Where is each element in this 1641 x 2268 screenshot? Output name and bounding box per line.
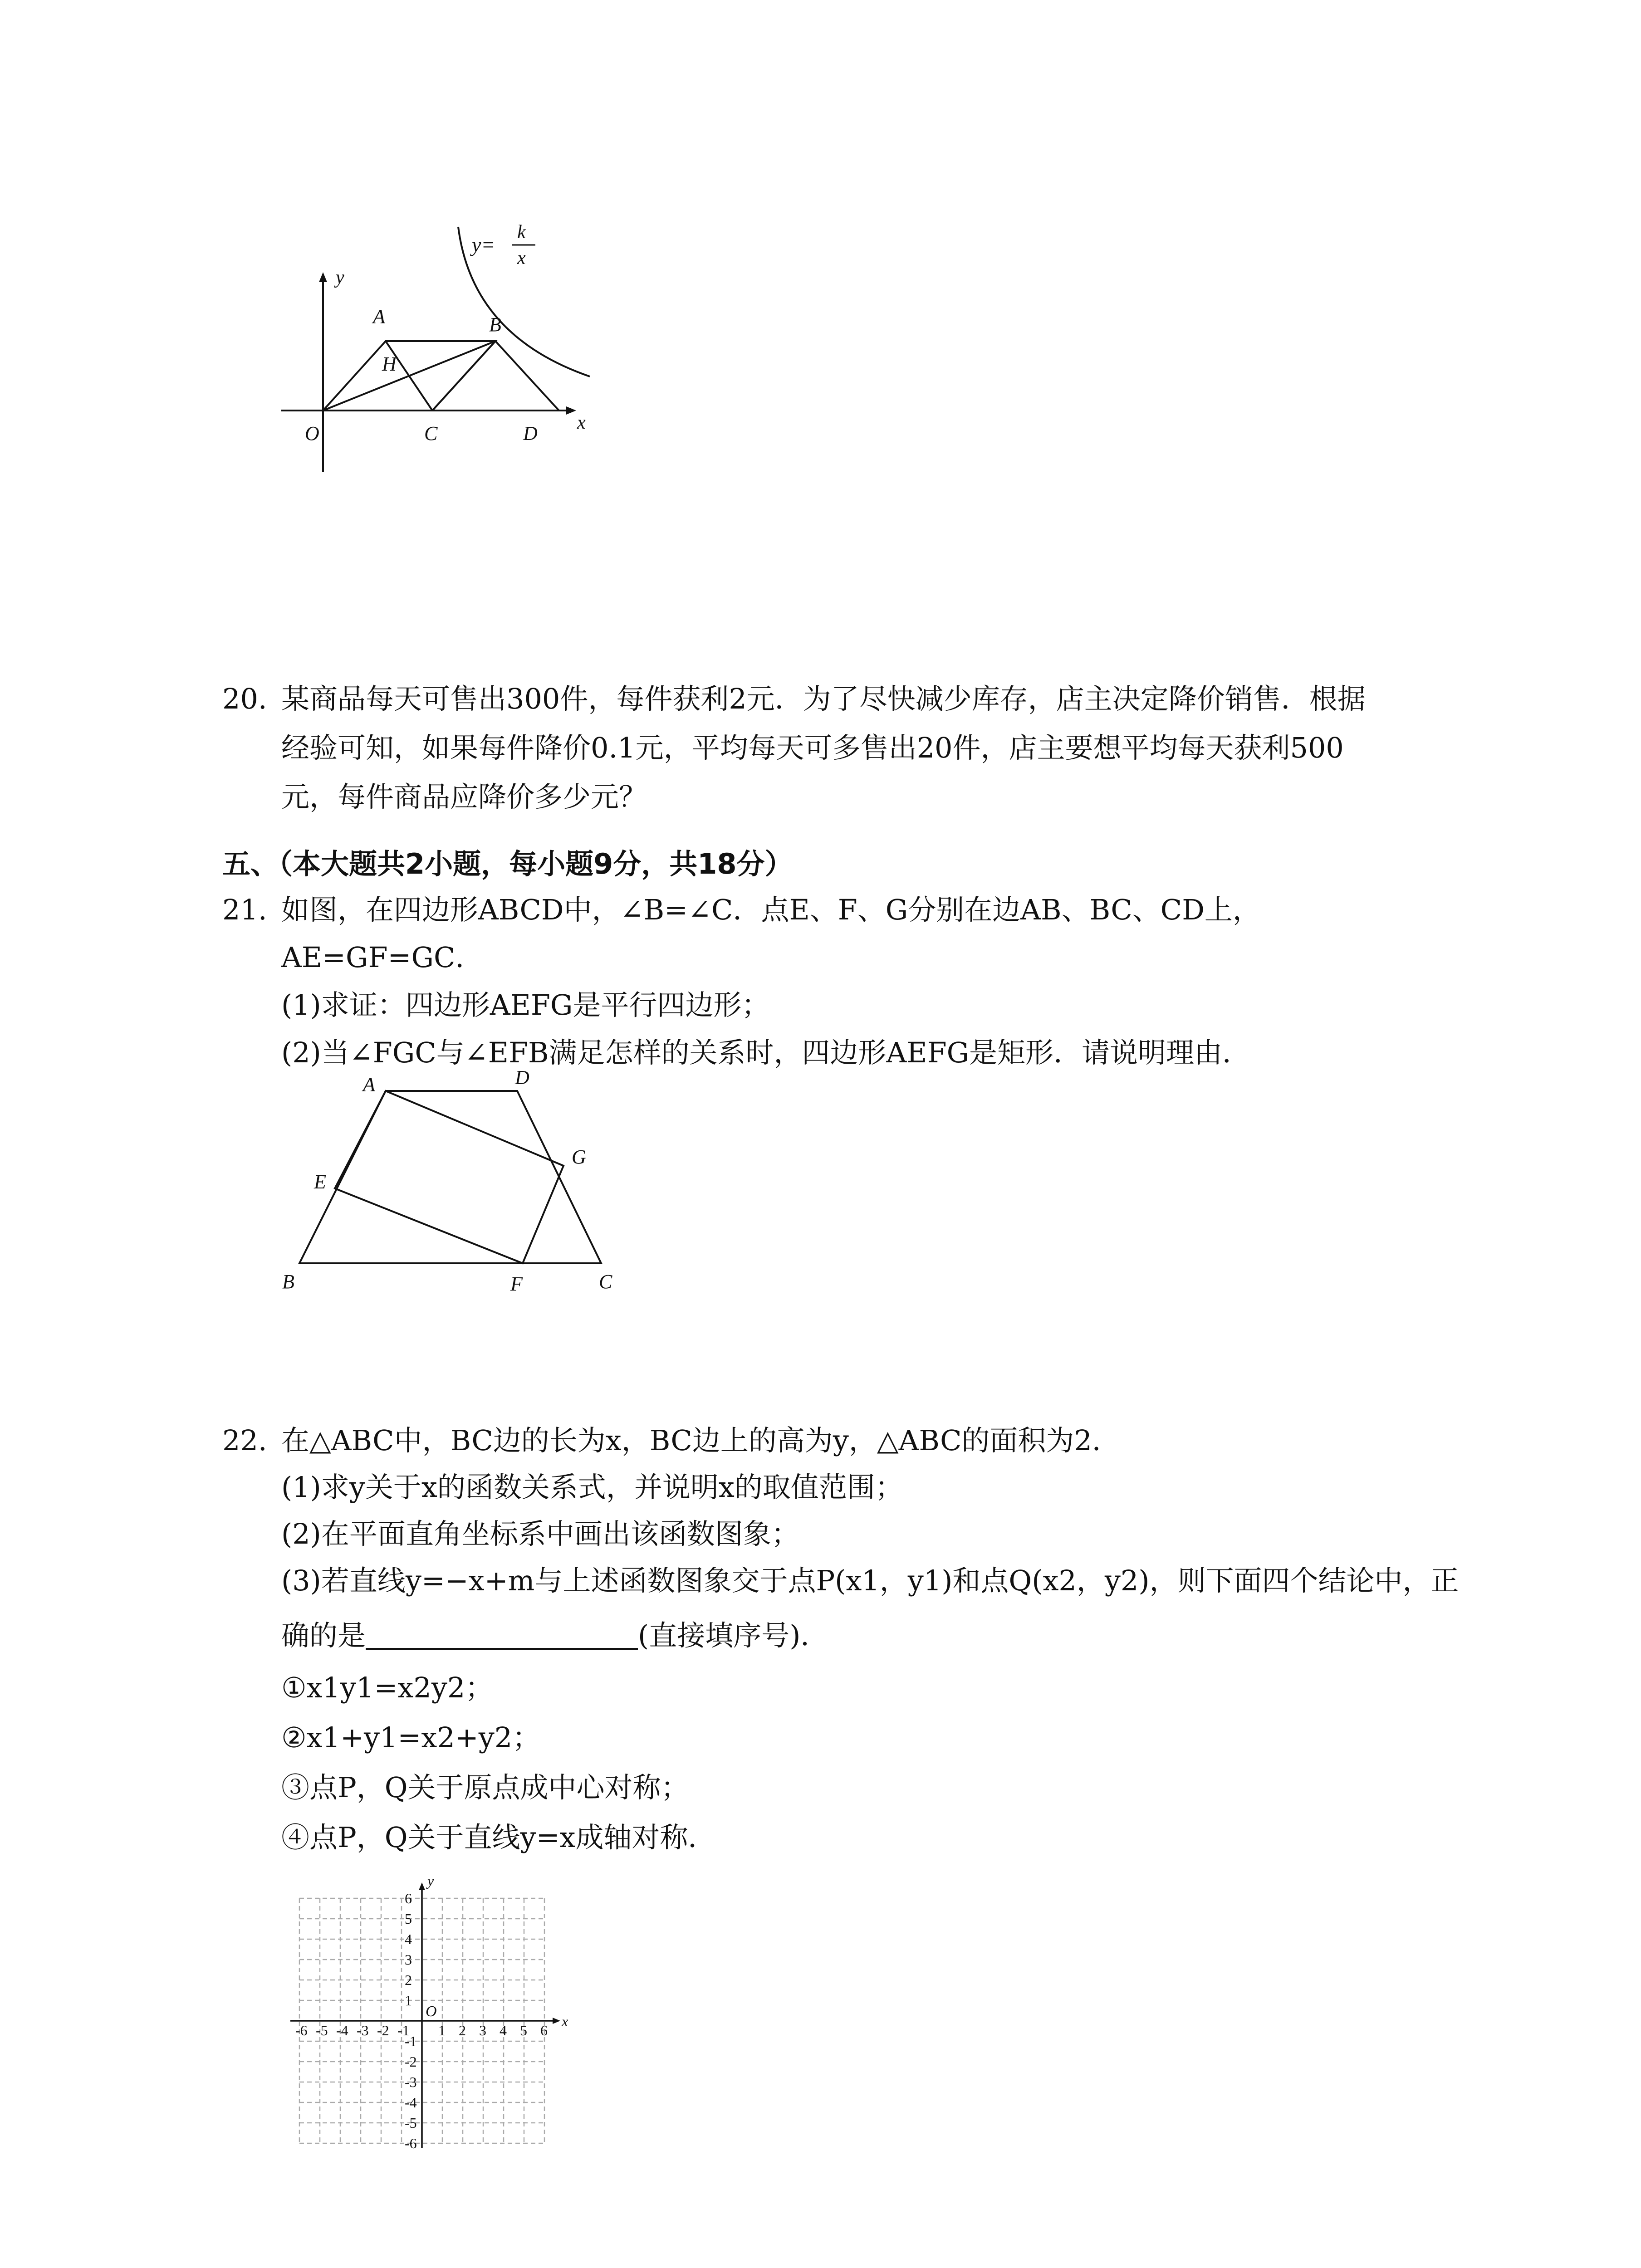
label-A: A: [373, 305, 385, 327]
eq-prefix: y=: [472, 233, 495, 256]
quadrilateral-ABCD: [299, 1091, 601, 1263]
q21-line-1: 如图，在四边形ABCD中，∠B=∠C．点E、F、G分别在边AB、BC、CD上，: [281, 893, 1261, 926]
answer-suffix: (直接填序号)．: [638, 1619, 829, 1652]
x-axis-label: x: [562, 2013, 568, 2029]
x-tick-label: 5: [520, 2022, 527, 2038]
label-y: y: [336, 267, 344, 288]
label-D: D: [523, 422, 538, 445]
q22-line-4: (3)若直线y=−x+m与上述函数图象交于点P(x1，y1)和点Q(x2，y2)，则下面四个结论中，正: [281, 1564, 1459, 1597]
q21-line-4: (2)当∠FGC与∠EFB满足怎样的关系时，四边形AEFG是矩形．请说明理由．: [281, 1036, 1251, 1069]
q20-line-2: 经验可知，如果每件降价0.1元，平均每天可多售出20件，店主要想平均每天获利500: [281, 731, 1344, 764]
q20-number: 20.: [222, 682, 267, 715]
q20-line-1: 某商品每天可售出300件，每件获利2元．为了尽快减少库存，店主决定降价销售．根据: [281, 682, 1366, 715]
eq-denominator: x: [517, 248, 526, 269]
label-G: G: [572, 1146, 586, 1168]
q22-option-3: ③点P，Q关于原点成中心对称；: [281, 1771, 689, 1804]
label-C: C: [599, 1271, 612, 1293]
q21-number: 21.: [222, 893, 267, 926]
label-H: H: [382, 353, 397, 375]
q20-line-3: 元，每件商品应降价多少元？: [281, 780, 647, 813]
label-C: C: [424, 422, 438, 445]
y-axis-arrow: [419, 1882, 425, 1890]
x-tick-label: 4: [500, 2022, 507, 2038]
x-tick-label: -3: [357, 2022, 369, 2038]
x-tick-label: 2: [459, 2022, 466, 2038]
figure-q22-grid: [286, 1869, 585, 2164]
x-tick-label: 1: [438, 2022, 446, 2038]
section-5-title: 五、（本大题共2小题，每小题9分，共18分）: [222, 847, 793, 880]
q22-option-1: ①x1y1=x2y2；: [281, 1671, 494, 1704]
x-tick-label: -4: [336, 2022, 348, 2038]
y-tick-label: -2: [405, 2053, 417, 2070]
y-tick-label: 2: [405, 1972, 412, 1988]
y-axis-arrow: [319, 272, 327, 282]
q22-option-2: ②x1+y1=x2+y2；: [281, 1721, 541, 1754]
answer-prefix: 确的是: [281, 1619, 366, 1652]
y-tick-label: 6: [405, 1890, 412, 1906]
q22-line-1: 在△ABC中，BC边的长为x，BC边上的高为y，△ABC的面积为2．: [281, 1424, 1120, 1457]
y-axis-label: y: [427, 1872, 434, 1889]
x-tick-label: -2: [377, 2022, 389, 2038]
q22-line-3: (2)在平面直角坐标系中画出该函数图象；: [281, 1517, 799, 1550]
q22-number: 22.: [222, 1424, 267, 1457]
shape-CBD: [432, 341, 559, 411]
label-B: B: [489, 313, 501, 336]
segment-AC: [386, 341, 432, 411]
q22-option-4: ④点P，Q关于直线y=x成轴对称．: [281, 1821, 716, 1854]
x-axis-arrow: [566, 406, 576, 415]
q21-line-3: (1)求证：四边形AEFG是平行四边形；: [281, 988, 770, 1022]
q21-line-2: AE=GF=GC．: [281, 941, 484, 974]
q22-answer-line: [281, 1619, 829, 1652]
label-B: B: [282, 1271, 294, 1293]
x-tick-label: -5: [316, 2022, 328, 2038]
label-E: E: [314, 1171, 326, 1193]
x-tick-label: -1: [397, 2022, 410, 2038]
y-tick-label: -5: [405, 2115, 417, 2131]
y-tick-label: -1: [405, 2033, 417, 2049]
answer-blank[interactable]: [366, 1623, 638, 1650]
y-tick-label: 1: [405, 1992, 412, 2009]
x-axis-arrow: [553, 2018, 560, 2024]
y-tick-label: -3: [405, 2074, 417, 2090]
y-tick-label: 5: [405, 1911, 412, 1927]
y-tick-label: -6: [405, 2135, 417, 2151]
eq-numerator: k: [517, 222, 526, 243]
x-tick-label: 6: [540, 2022, 548, 2038]
label-O: O: [305, 422, 319, 445]
y-tick-label: 3: [405, 1951, 412, 1968]
origin-label: O: [426, 2003, 437, 2020]
q22-line-2: (1)求y关于x的函数关系式，并说明x的取值范围；: [281, 1471, 903, 1504]
y-tick-label: 4: [405, 1931, 412, 1947]
x-tick-label: -6: [295, 2022, 308, 2038]
label-F: F: [510, 1273, 523, 1295]
figure-q19: [254, 200, 662, 490]
label-D: D: [515, 1066, 529, 1089]
label-A: A: [363, 1073, 375, 1095]
y-tick-label: -4: [405, 2094, 417, 2111]
figure-q21: [272, 1066, 635, 1302]
x-tick-label: 3: [479, 2022, 486, 2038]
label-x: x: [577, 412, 586, 433]
